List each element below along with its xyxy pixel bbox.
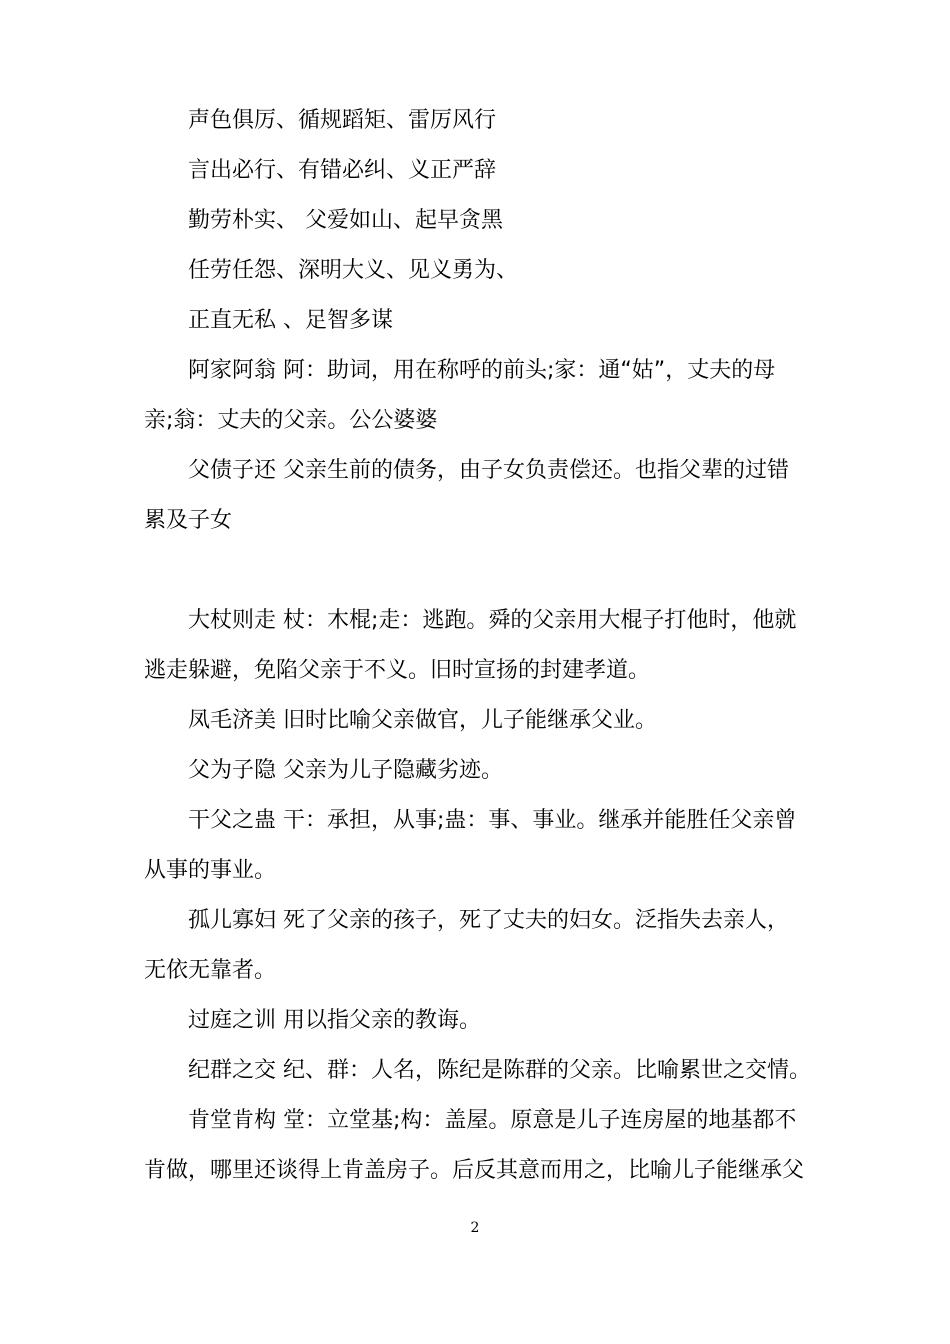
entry-line: 纪群之交 纪、群：人名，陈纪是陈群的父亲。比喻累世之交情。: [188, 1058, 811, 1083]
text-line: 任劳任怨、深明大义、见义勇为、: [188, 258, 519, 283]
entry-continuation: 从事的事业。: [144, 858, 277, 883]
entry-line: 父债子还 父亲生前的债务，由子女负责偿还。也指父辈的过错: [188, 458, 789, 483]
text-line: 正直无私 、足智多谋: [188, 308, 393, 333]
entry-line: 过庭之训 用以指父亲的教诲。: [188, 1008, 481, 1033]
entry-continuation: 逃走躲避，免陷父亲于不义。旧时宣扬的封建孝道。: [144, 658, 651, 683]
entry-line: 孤儿寡妇 死了父亲的孩子，死了丈夫的妇女。泛指失去亲人，: [188, 908, 789, 933]
paragraph-gap: [144, 546, 824, 596]
text-line: 声色俱厉、循规蹈矩、雷厉风行: [188, 108, 497, 133]
entry-continuation: 无依无靠者。: [144, 958, 277, 983]
text-line: 勤劳朴实、 父爱如山、起早贪黑: [188, 208, 503, 233]
entry-line: 凤毛济美 旧时比喻父亲做官，儿子能继承父业。: [188, 708, 657, 733]
entry-line: 大杖则走 杖：木棍;走：逃跑。舜的父亲用大棍子打他时，他就: [188, 608, 797, 633]
page-number: 2: [470, 1220, 480, 1236]
entry-continuation: 累及子女: [144, 508, 233, 533]
entry-line: 肯堂肯构 堂：立堂基;构：盖屋。原意是儿子连房屋的地基都不: [188, 1108, 797, 1133]
entry-continuation: 亲;翁：丈夫的父亲。公公婆婆: [144, 408, 438, 433]
entry-continuation: 肯做，哪里还谈得上肯盖房子。后反其意而用之，比喻儿子能继承父: [144, 1158, 805, 1183]
body-text: [144, 96, 824, 1196]
entry-line: 父为子隐 父亲为儿子隐藏劣迹。: [188, 758, 503, 783]
text-line: 言出必行、有错必纠、义正严辞: [188, 158, 497, 183]
entry-line: 干父之蛊 干：承担，从事;蛊：事、事业。继承并能胜任父亲曾: [188, 808, 797, 833]
entry-line: 阿家阿翁 阿：助词，用在称呼的前头;家：通“姑”，丈夫的母: [188, 358, 776, 383]
